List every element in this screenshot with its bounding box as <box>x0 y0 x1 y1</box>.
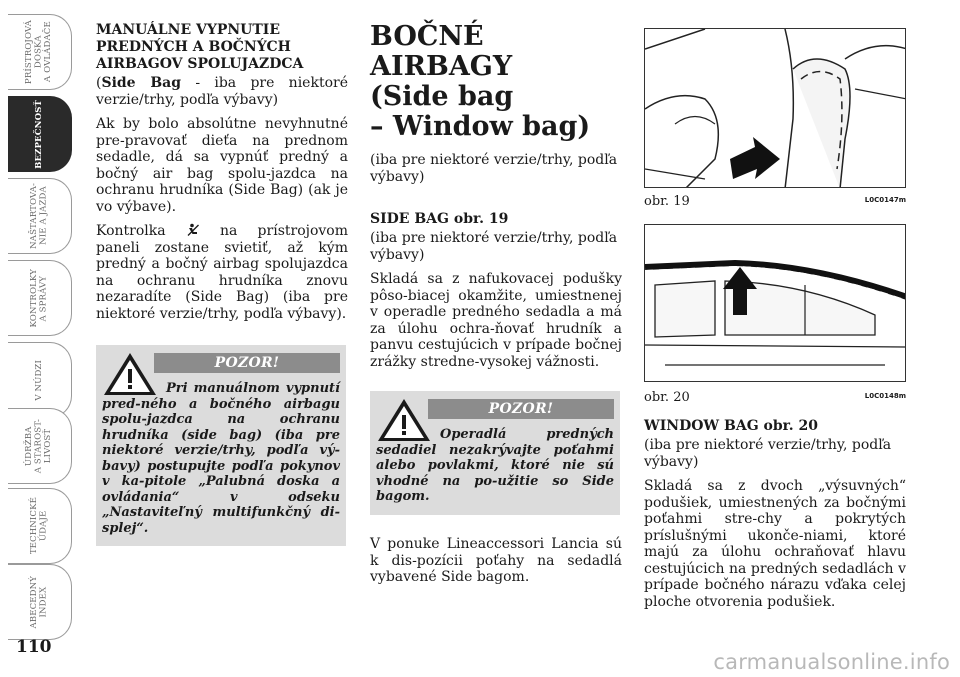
accessories-note: V ponuke Lineaccessori Lancia sú k dis-pozícii poťahy na sedadlá vybavené Side bagom. <box>370 536 622 585</box>
warning-title: POZOR! <box>428 399 614 419</box>
figure-caption: obr. 20 L0C0148m <box>644 390 906 405</box>
warning-box-seat-covers <box>370 391 620 515</box>
figure-window-bag <box>644 224 906 382</box>
applicability-note: (Side Bag - iba pre niektoré verzie/trhy, podľa výbavy) <box>96 75 348 108</box>
page-title: BOČNÉ AIRBAGY (Side bag – Window bag) <box>370 21 591 142</box>
window-bag-description: Skladá sa z dvoch „výsuvných“ podušiek, umiestnených za bočnými poťahmi stre-chy a pokrytých príslušnými ukonče-niami, ktoré majú za úlohu ochraňovať hlavu cestujúcich na predných sedadlách v prípade bočného nárazu vďaka celej ploche otvorenia podušiek. <box>644 478 906 610</box>
tab-index[interactable] <box>8 564 72 640</box>
tab-label: ÚDRŽBA A STAROST- LIVOSŤ <box>24 418 54 474</box>
tab-maintenance[interactable] <box>8 408 72 484</box>
section-heading: MANUÁLNE VYPNUTIE PREDNÝCH A BOČNÝCH AIRBAGOV SPOLUJAZDCA <box>96 22 304 72</box>
tab-safety[interactable] <box>8 96 72 172</box>
airbag-off-icon <box>186 223 200 237</box>
tab-label: KONTROLKY A SPRÁVY <box>29 268 49 328</box>
figure-code: L0C0148m <box>864 392 906 400</box>
paragraph-indicator: Kontrolka na prístrojovom paneli zostane svietiť, až kým predný a bočný airbag spolujazdca na ochranu hrudníka znovu nezaradíte (Side Bag) (iba pre niektoré verzie/trhy, podľa výbavy). <box>96 223 349 322</box>
side-bag-description: Skladá sa z nafukovacej podušky pôso-biacej okamžite, umiestnenej v operadle predného sedadla a má za úlohu ochra-ňovať hrudník a panvu cestujúcich v prípade bočnej zrážky stredne-vysokej vážnosti. <box>370 271 622 370</box>
warning-triangle-icon <box>102 351 158 397</box>
warning-text: Operadlá predných sedadiel nezakrývajte poťahmi alebo povlakmi, ktoré nie sú vhodné na po-užitie so Side bagom. <box>376 427 614 504</box>
page-number: 110 <box>16 637 52 657</box>
figure-code: L0C0147m <box>864 196 906 204</box>
tab-label: V NÚDZI <box>33 359 44 401</box>
window-bag-applicability: (iba pre niektoré verzie/trhy, podľa výbavy) <box>644 437 892 470</box>
tab-instrument-panel[interactable] <box>8 14 72 90</box>
column-manual-deactivation <box>96 22 348 322</box>
tab-label: NAŠTARTOVA- NIE A JAZDA <box>29 183 49 249</box>
window-bag-heading: WINDOW BAG obr. 20 <box>644 418 818 434</box>
warning-title: POZOR! <box>154 353 340 373</box>
tab-emergency[interactable] <box>8 342 72 418</box>
tab-technical-data[interactable] <box>8 488 72 564</box>
side-bag-applicability: (iba pre niektoré verzie/trhy, podľa výbavy) <box>370 230 618 263</box>
side-bag-term: Side Bag <box>101 75 182 91</box>
paragraph: Ak by bolo absolútne nevyhnutné pre-pravovať dieťa na prednom sedadle, dá sa vypnúť predný a bočný air bag spolu-jazdca na ochranu hrudníka (Side Bag) (ak je vo výbave). <box>96 116 348 215</box>
tab-starting-driving[interactable] <box>8 178 72 254</box>
tab-label: ABECEDNÝ INDEX <box>29 575 49 629</box>
column-side-airbags <box>370 22 622 370</box>
tab-label: TECHNICKÉ ÚDAJE <box>29 497 49 555</box>
seat-airbag-illustration <box>645 29 906 188</box>
figure-caption: obr. 19 L0C0147m <box>644 194 906 209</box>
column-window-bag <box>644 418 906 610</box>
intro-note: (iba pre niektoré verzie/trhy, podľa výbavy) <box>370 152 618 185</box>
warning-triangle-icon <box>376 397 432 443</box>
warning-text: Pri manuálnom vypnutí pred-ného a bočného airbagu spolu-jazdca na ochranu hrudníka (side bag) (iba pre niektoré verzie/trhy, podľa vý-bavy) postupujte podľa pokynov v ka-pitole „Palubná doska a ovládania“ v odseku „Nastaviteľný multifunkčný di-splej“. <box>102 381 340 536</box>
tab-warning-lights[interactable] <box>8 260 72 336</box>
watermark: carmanualsonline.info <box>713 650 950 674</box>
tab-label: PRÍSTROJOVÁ DOSKA A OVLÁDAČE <box>24 19 54 85</box>
tab-label: BEZPEČNOSŤ <box>33 99 44 169</box>
side-bag-heading: SIDE BAG obr. 19 <box>370 211 509 227</box>
warning-box-deactivation <box>96 345 346 546</box>
window-airbag-illustration <box>645 225 906 382</box>
figure-side-bag <box>644 28 906 188</box>
